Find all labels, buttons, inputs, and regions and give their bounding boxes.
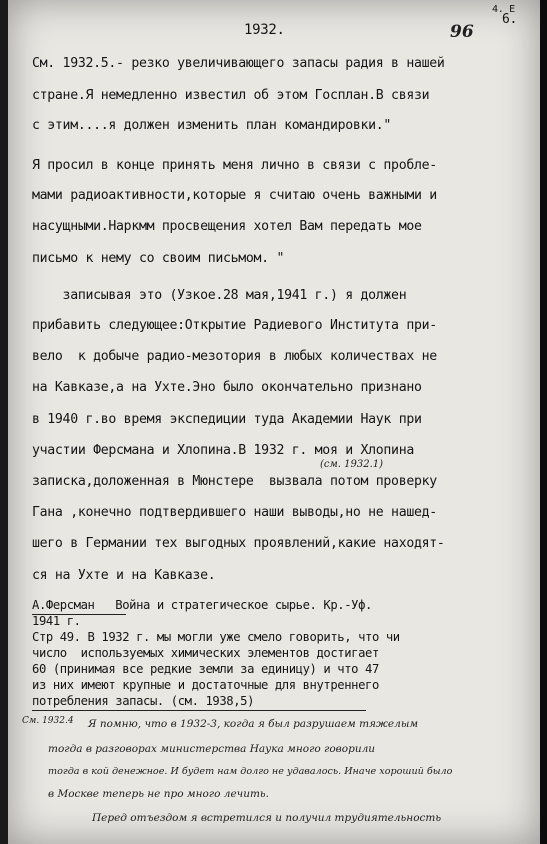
body-line: См. 1932.5.- резко увеличивающего запасы радия в нашей xyxy=(32,56,445,71)
body-line: записывая это (Узкое.28 мая,1941 г.) я должен xyxy=(32,288,407,303)
body-line: Я просил в конце принять меня лично в связи с пробле- xyxy=(32,158,437,173)
body-line: мами радиоактивности,которые я считаю очень важными и xyxy=(32,188,437,203)
corner-mark: 4. E xyxy=(492,4,515,15)
citation-line: Стр 49. В 1932 г. мы могли уже смело говорить, что чи xyxy=(32,630,400,644)
handwritten-line: в Москве теперь не про много лечить. xyxy=(48,788,269,800)
citation-line: число используемых химических элементов достигает xyxy=(32,646,379,660)
body-line: вело к добыче радио-мезотория в любых количествах не xyxy=(32,349,437,364)
body-line: прибавить следующее:Открытие Радиевого Института при- xyxy=(32,318,437,333)
inline-handwritten-note: (см. 1932.1) xyxy=(320,459,384,470)
handwritten-line: тогда в разговорах министерства Наука много говорили xyxy=(48,743,376,755)
handwritten-line: тогда в кой денежное. И будет нам долго не удавалось. Иначе хороший было xyxy=(48,766,453,777)
body-line: стране.Я немедленно известил об этом Госплан.В связи xyxy=(32,88,430,103)
body-line: участии Ферсмана и Хлопина.В 1932 г. моя и Хлопина xyxy=(32,443,414,458)
body-line: Гана ,конечно подтвердившего наши выводы,но не нашед- xyxy=(32,505,437,520)
scan-edge xyxy=(540,0,547,844)
handwritten-page-number: 96 xyxy=(450,22,474,42)
body-line: записка,доложенная в Мюнстере вызвала потом проверку xyxy=(32,474,437,489)
body-line: с этим....я должен изменить план командировки." xyxy=(32,118,392,133)
body-line: письмо к нему со своим письмом. " xyxy=(32,251,285,266)
body-line: на Кавказе,а на Ухте.Эно было окончательно признано xyxy=(32,380,422,395)
citation-line: А.Ферсман Война и стратегическое сырье. Кр.-Уф. xyxy=(32,598,372,612)
citation-line: 1941 г. xyxy=(32,614,81,628)
handwritten-line: Я помню, что в 1932-3, когда я был разрушаем тяжелым xyxy=(88,718,419,730)
body-line: ся на Ухте и на Кавказе. xyxy=(32,568,216,583)
page-number: 6. xyxy=(502,12,518,27)
citation-line: потребления запасы. (см. 1938,5) xyxy=(32,694,254,708)
margin-note: См. 1932.4 xyxy=(22,716,74,726)
handwritten-line: Перед отъездом я встретился и получил трудиятельность xyxy=(92,812,442,824)
citation-line: 60 (принимая все редкие земли за единицу) и что 47 xyxy=(32,662,379,676)
body-line: шего в Германии тех выгодных проявлений,какие находят- xyxy=(32,536,445,551)
citation-underline xyxy=(32,710,366,711)
document-page xyxy=(8,0,540,844)
body-line: в 1940 г.во время экспедиции туда Академии Наук при xyxy=(32,412,422,427)
year-heading: 1932. xyxy=(244,22,285,38)
body-line: насущными.Наркмм просвещения хотел Вам передать мое xyxy=(32,219,422,234)
citation-line: из них имеют крупные и достаточные для внутреннего xyxy=(32,678,379,692)
